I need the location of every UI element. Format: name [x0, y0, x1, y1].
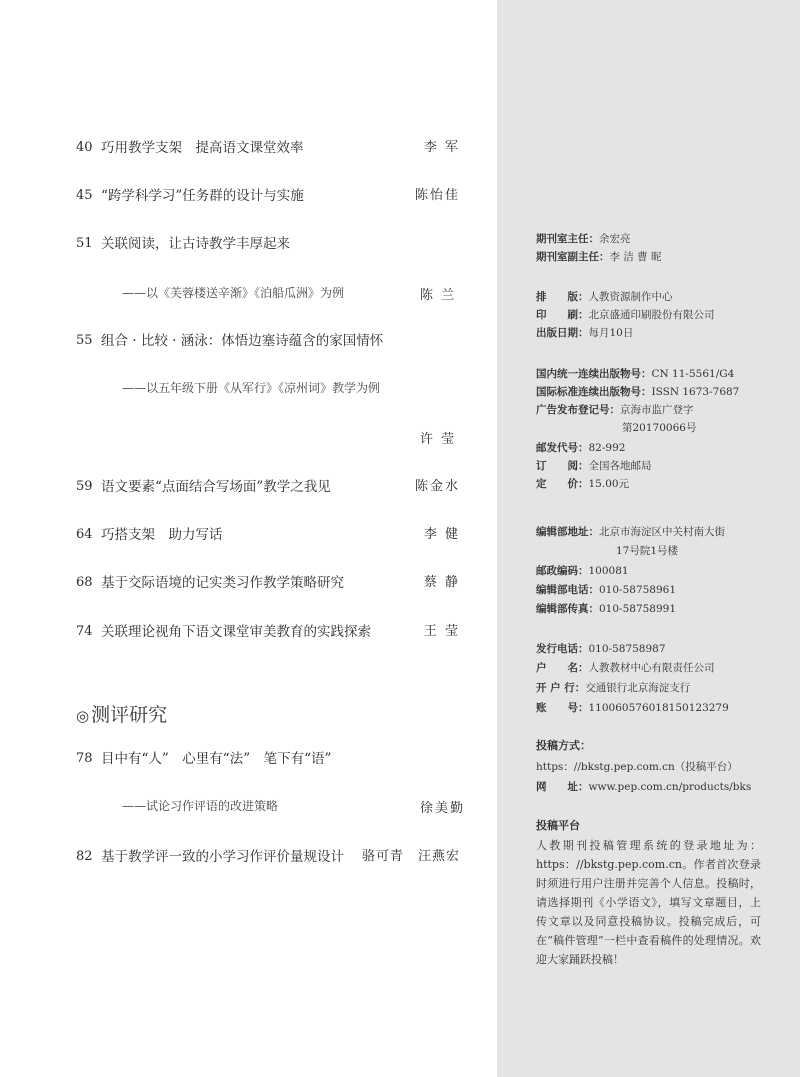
- info-value: ISSN 1673-7687: [651, 386, 740, 398]
- info-row: [536, 700, 729, 716]
- article-title: 组合 · 比较 · 涵泳：体悟边塞诗蕴含的家国情怀: [101, 333, 384, 349]
- page-number: 82: [76, 849, 93, 864]
- article-author: 李 健: [423, 527, 460, 542]
- article-title: 目中有“人” 心里有“法” 笔下有“语”: [101, 751, 332, 767]
- article-author: 蔡 静: [423, 575, 460, 590]
- section-title: 测评研究: [91, 704, 168, 726]
- info-row: [536, 660, 715, 676]
- circle-mark-icon: ◎: [76, 707, 90, 725]
- info-label: 排 版：: [536, 291, 589, 303]
- info-value: https：//bkstg.pep.com.cn（投稿平台）: [536, 761, 738, 773]
- article-title: 巧用教学支架 提高语文课堂效率: [101, 140, 304, 156]
- toc-entry[interactable]: [76, 137, 460, 161]
- article-title: “跨学科学习”任务群的设计与实施: [101, 188, 304, 204]
- page-number: 59: [76, 479, 93, 494]
- info-row: [536, 289, 673, 305]
- article-subtitle: ——以五年级下册《从军行》《凉州词》教学为例: [122, 381, 381, 395]
- toc-entry[interactable]: [76, 572, 460, 596]
- info-value: 全国各地邮局: [588, 460, 652, 472]
- article-subtitle: ——以《芙蓉楼送辛渐》《泊船瓜洲》为例: [122, 286, 345, 300]
- info-label: 开 户 行：: [536, 682, 586, 694]
- page-number: 64: [76, 527, 93, 542]
- section-heading: [76, 700, 167, 727]
- info-label: 发行电话：: [536, 643, 589, 655]
- toc-entry[interactable]: [76, 185, 460, 209]
- info-row: [536, 402, 694, 418]
- info-label: 户 名：: [536, 662, 589, 674]
- info-value: 100081: [588, 565, 629, 577]
- info-label: 编辑部地址：: [536, 526, 599, 538]
- info-label: 出版日期：: [536, 327, 589, 339]
- info-label: 印 刷：: [536, 309, 589, 321]
- info-label: 账 号：: [536, 702, 589, 714]
- info-row: [536, 601, 676, 617]
- toc-entry[interactable]: [76, 621, 460, 645]
- page-number: 78: [76, 751, 93, 766]
- info-value: 17号院1号楼: [616, 545, 679, 557]
- info-value: 余宏亮: [599, 233, 631, 245]
- info-value: 交通银行北京海淀支行: [585, 682, 691, 694]
- article-title: 语文要素“点面结合写场面”教学之我见: [101, 479, 331, 495]
- info-value: 人教资源制作中心: [588, 291, 673, 303]
- info-row: [536, 366, 734, 382]
- platform-heading: [536, 818, 580, 834]
- platform-description: 人教期刊投稿管理系统的登录地址为：https：//bkstg.pep.com.cn。作者首次登录时须进行用户注册并完善个人信息。投稿时，请选择期刊《小学语文》，填写文章题目，上传文章以及同意投稿协议。投稿完成后，可在“稿件管理”一栏中查看稿件的处理情况。欢迎大家踊跃投稿！: [536, 839, 761, 966]
- info-value: 15.00元: [588, 478, 630, 490]
- info-row: [536, 524, 725, 540]
- article-author: 徐美勤: [420, 801, 466, 816]
- info-row-chief: [536, 231, 631, 247]
- info-label: 国际标准连续出版物号：: [536, 386, 652, 398]
- page-number: 45: [76, 188, 93, 203]
- info-row: [536, 582, 676, 598]
- article-title: 巧搭支架 助力写话: [101, 527, 223, 543]
- info-value: 010-58758991: [599, 603, 677, 615]
- info-value: 010-58758987: [588, 643, 666, 655]
- info-label: 邮政编码：: [536, 565, 589, 577]
- page-number: 68: [76, 575, 93, 590]
- article-author: 许 莹: [420, 432, 457, 447]
- info-label: 编辑部传真：: [536, 603, 599, 615]
- toc-entry[interactable]: [76, 233, 460, 257]
- article-title: 基于交际语境的记实类习作教学策略研究: [101, 575, 344, 591]
- info-row: [536, 325, 633, 341]
- article-subtitle: ——试论习作评语的改进策略: [122, 799, 279, 813]
- info-label: 订 阅：: [536, 460, 589, 472]
- page-number: 55: [76, 333, 93, 348]
- info-value: 110060576018150123279: [588, 702, 729, 714]
- toc-entry[interactable]: [76, 748, 460, 772]
- article-title: 关联理论视角下语文课堂审美教育的实践探索: [101, 624, 371, 640]
- info-row: [536, 440, 625, 456]
- article-author: 王 莹: [423, 624, 460, 639]
- info-value: 人教教材中心有限责任公司: [588, 662, 715, 674]
- info-value: 北京盛通印刷股份有限公司: [588, 309, 715, 321]
- info-label: 广告发布登记号：: [536, 404, 620, 416]
- info-label: 定 价：: [536, 478, 589, 490]
- info-value: 第20170066号: [622, 422, 697, 434]
- info-row-deputy: [536, 249, 662, 265]
- info-label: 编辑部电话：: [536, 584, 599, 596]
- toc-entry[interactable]: [76, 846, 460, 870]
- info-value: CN 11-5561/G4: [651, 368, 735, 380]
- info-value: 李 洁 曹 昵: [609, 251, 662, 263]
- info-label: 网 址：: [536, 781, 589, 793]
- submit-platform-link[interactable]: [536, 759, 738, 775]
- article-author: 李 军: [423, 140, 460, 155]
- platform-title: 投稿平台: [536, 819, 580, 832]
- article-author: 陈金水: [414, 479, 460, 494]
- info-row: [536, 307, 715, 323]
- info-row-continued: [616, 543, 678, 559]
- info-label: 邮发代号：: [536, 442, 589, 454]
- info-row: [536, 641, 666, 657]
- info-row: [536, 476, 629, 492]
- info-value: 010-58758961: [599, 584, 677, 596]
- info-value: 北京市海淀区中关村南大街: [599, 526, 725, 538]
- info-value: 82-992: [588, 442, 626, 454]
- website-link[interactable]: [536, 779, 751, 795]
- info-row-continued: [622, 420, 696, 436]
- article-title: 关联阅读，让古诗教学丰厚起来: [101, 236, 290, 252]
- article-author: 陈 兰: [420, 288, 457, 303]
- page-number: 40: [76, 140, 93, 155]
- info-value: 京海市监广登字: [620, 404, 694, 416]
- submit-title: 投稿方式：: [536, 739, 591, 752]
- publication-info-panel: [497, 0, 800, 1077]
- info-label: 期刊室副主任：: [536, 251, 610, 263]
- article-author: 骆可青 汪燕宏: [361, 849, 460, 864]
- info-row: [536, 458, 652, 474]
- page-number: 51: [76, 236, 93, 251]
- article-author: 陈怡佳: [414, 188, 460, 203]
- toc-entry[interactable]: [76, 524, 460, 548]
- submit-heading: [536, 738, 591, 754]
- article-title: 基于教学评一致的小学习作评价量规设计: [101, 849, 344, 865]
- info-row: [536, 384, 739, 400]
- info-row: [536, 563, 629, 579]
- page-number: 74: [76, 624, 93, 639]
- info-label: 期刊室主任：: [536, 233, 599, 245]
- info-value: 每月10日: [588, 327, 634, 339]
- info-label: 国内统一连续出版物号：: [536, 368, 652, 380]
- toc-entry[interactable]: [76, 476, 460, 500]
- info-row: [536, 680, 690, 696]
- toc-entry[interactable]: [76, 330, 460, 354]
- info-value: www.pep.com.cn/products/bks: [588, 781, 752, 793]
